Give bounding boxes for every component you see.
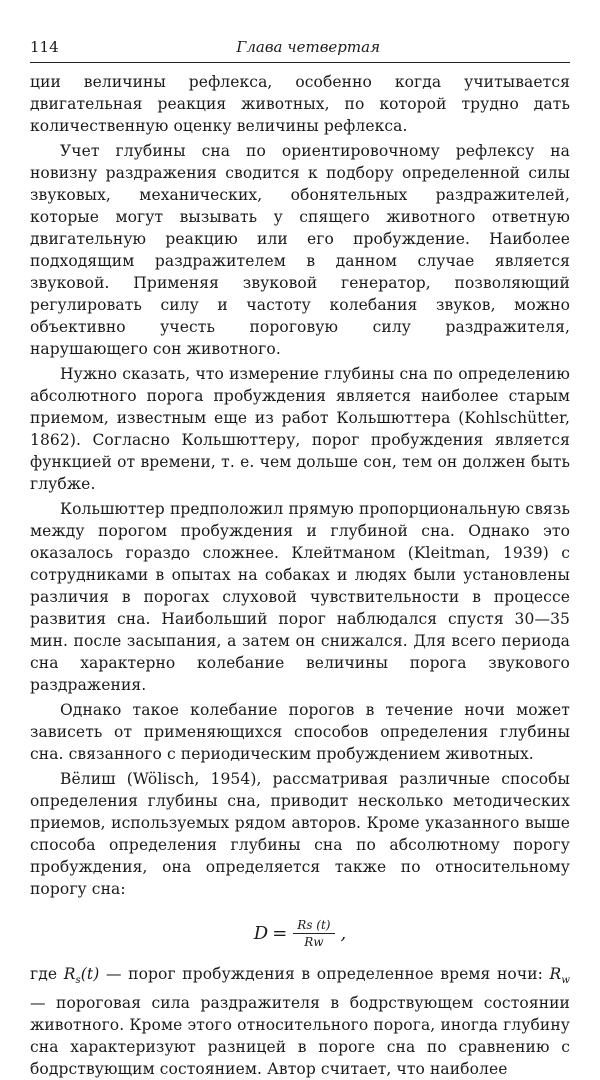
paragraph-2: Учет глубины сна по ориентировочному рефлексу на новизну раздражения сводится к подбору определенной силы звуковых, механических, обонятельных раздражителей, которые могут вызывать у спящего животного ответную двигательную реакцию или его пробуждение. Наиболее подходящим раздражителем в данном случае является звуковой. Применяя звуковой генератор, позволяющий регулировать силу и частоту колебания звуков, можно объективно учесть пороговую силу раздражителя, нарушающего сон животного.: [30, 142, 570, 358]
formula-denominator: Rw: [304, 935, 324, 949]
paragraph-5: Однако такое колебание порогов в течение ночи может зависеть от применяющихся способов определения глубины сна. связанного с периодическим пробуждением животных.: [30, 701, 570, 763]
paragraph-7-lead: где: [30, 965, 64, 983]
formula-fraction: [293, 918, 334, 949]
formula-numerator: Rs (t): [293, 918, 334, 934]
paragraph-7: [30, 963, 570, 1080]
paragraph-3: Нужно сказать, что измерение глубины сна по определению абсолютного порога пробуждения является наиболее старым приемом, известным еще из работ Кольшюттера (Kohlschütter, 1862). Согласно Кольшюттеру, порог пробуждения является функцией от времени, т. е. чем дольше сон, тем он должен быть глубже.: [30, 365, 570, 493]
formula-equals: =: [272, 923, 288, 944]
formula-lhs: D: [253, 923, 269, 944]
paragraph-4: Кольшюттер предположил прямую пропорциональную связь между порогом пробуждения и глубиной сна. Однако это оказалось гораздо сложнее. Клейтманом (Kleitman, 1939) с сотрудниками в опытах на собаках и людях были установлены различия в порогах слуховой чувствительности в процессе развития сна. Наибольший порог наблюдался спустя 30—35 мин. после засыпания, а затем он снижался. Для всего периода сна характерно колебание величины порога звукового раздражения.: [30, 500, 570, 694]
symbol-rw: $R_w$: [549, 965, 570, 987]
running-header: [30, 38, 570, 63]
paragraph-7-part-a: — порог пробуждения в определенное время ночи:: [99, 965, 550, 983]
chapter-title: Глава четвертая: [236, 38, 380, 56]
body-text: [30, 71, 570, 1080]
paragraph-6: Вёлиш (Wölisch, 1954), рассматривая различные способы определения глубины сна, приводит несколько методических приемов, используемых рядом авторов. Кроме указанного выше способа определения глубины сна по абсолютному порогу пробуждения, она определяется также по относительному порогу сна:: [30, 770, 570, 898]
page-number: 114: [30, 38, 59, 56]
formula-trailing-comma: ,: [340, 923, 347, 944]
paragraph-7-part-b: — пороговая сила раздражителя в бодрствующем состоянии животного. Кроме этого относительного порога, иногда глубину сна характеризуют разницей в пороге сна по сравнению с бодрствующим состоянием. Автор считает, что наиболее: [30, 994, 570, 1079]
symbol-rs: $R_s(t)$: [63, 965, 100, 987]
paragraph-1: ции величины рефлекса, особенно когда учитывается двигательная реакция животных, по которой трудно дать количественную оценку величины рефлекса.: [30, 73, 570, 135]
book-page: [30, 38, 570, 1080]
relative-threshold-formula: [30, 900, 570, 963]
